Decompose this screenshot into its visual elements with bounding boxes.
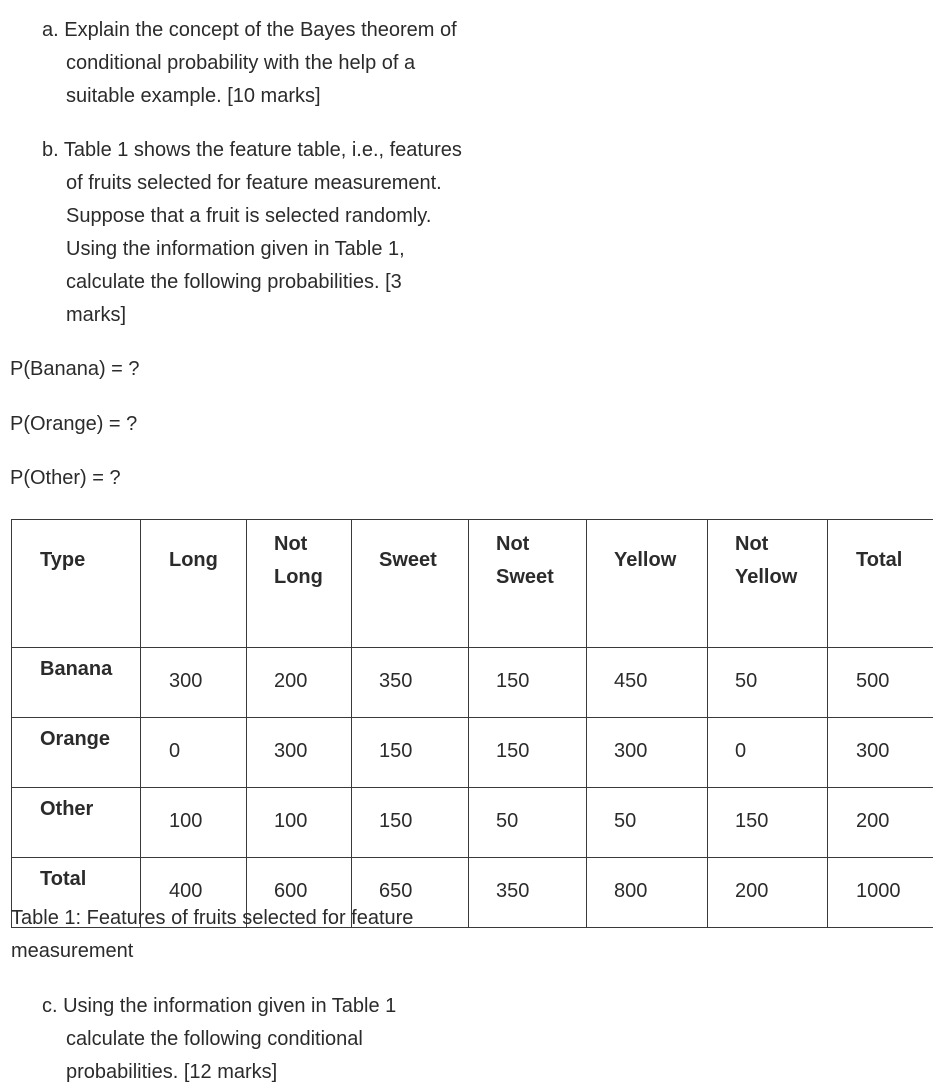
probability-other: P(Other) = ?: [10, 467, 121, 490]
header-type: Type: [12, 520, 141, 648]
cell-value: 150: [379, 788, 468, 833]
header-not-long: Not Long: [247, 520, 352, 648]
table-cell: [587, 788, 708, 858]
probability-banana: P(Banana) = ?: [10, 358, 140, 381]
row-type-label: Total: [40, 858, 140, 891]
row-type-cell: [12, 718, 141, 788]
question-b-line: calculate the following probabilities. [3: [42, 266, 512, 299]
cell-value: 300: [169, 648, 246, 693]
header-sweet: Sweet: [352, 520, 469, 648]
question-c-line: probabilities. [12 marks]: [42, 1056, 512, 1089]
table-row: [12, 648, 933, 718]
row-type-cell: [12, 648, 141, 718]
cell-value: 400: [169, 858, 246, 903]
table-cell: [141, 648, 247, 718]
cell-value: 500: [856, 648, 933, 693]
cell-value: 300: [856, 718, 933, 763]
question-b-line: marks]: [42, 299, 512, 332]
cell-value: 200: [856, 788, 933, 833]
header-total: Total: [828, 520, 933, 648]
caption-line: Table 1: Features of fruits selected for feature: [11, 902, 481, 935]
table-row: [12, 788, 933, 858]
cell-value: 50: [496, 788, 586, 833]
table-cell: [828, 858, 933, 928]
question-a-line: conditional probability with the help of a: [42, 47, 512, 80]
cell-value: 350: [496, 858, 586, 903]
table-cell: [828, 788, 933, 858]
cell-value: 50: [735, 648, 827, 693]
table-cell: [247, 718, 352, 788]
table-cell: [352, 718, 469, 788]
question-c-line: c. Using the information given in Table 1: [42, 990, 512, 1023]
cell-value: 150: [735, 788, 827, 833]
table-cell: [587, 858, 708, 928]
cell-value: 100: [274, 788, 351, 833]
question-c-line: calculate the following conditional: [42, 1023, 512, 1056]
caption-line: measurement: [11, 935, 481, 968]
cell-value: 650: [379, 858, 468, 903]
header-long: Long: [141, 520, 247, 648]
table-caption: [11, 902, 481, 968]
cell-value: 600: [274, 858, 351, 903]
question-a: [42, 14, 512, 113]
cell-value: 350: [379, 648, 468, 693]
cell-value: 150: [379, 718, 468, 763]
question-b-line: Suppose that a fruit is selected randomly.: [42, 200, 512, 233]
table-cell: [587, 648, 708, 718]
cell-value: 200: [274, 648, 351, 693]
table-cell: [828, 718, 933, 788]
question-c: [42, 990, 512, 1089]
table-cell: [708, 648, 828, 718]
table-row: [12, 718, 933, 788]
table-cell: [708, 718, 828, 788]
table-cell: [469, 648, 587, 718]
cell-value: 300: [274, 718, 351, 763]
cell-value: 0: [735, 718, 827, 763]
table-cell: [469, 788, 587, 858]
table-cell: [828, 648, 933, 718]
table-header-row: [12, 520, 933, 648]
header-yellow: Yellow: [587, 520, 708, 648]
table-cell: [587, 718, 708, 788]
cell-value: 150: [496, 648, 586, 693]
cell-value: 100: [169, 788, 246, 833]
probability-orange: P(Orange) = ?: [10, 413, 137, 436]
header-not-yellow: Not Yellow: [708, 520, 828, 648]
table-cell: [352, 788, 469, 858]
question-b-line: Using the information given in Table 1,: [42, 233, 512, 266]
table-cell: [247, 788, 352, 858]
cell-value: 50: [614, 788, 707, 833]
question-b-line: b. Table 1 shows the feature table, i.e., features: [42, 134, 512, 167]
cell-value: 300: [614, 718, 707, 763]
cell-value: 1000: [856, 858, 933, 903]
table-cell: [141, 718, 247, 788]
table-cell: [708, 788, 828, 858]
cell-value: 450: [614, 648, 707, 693]
question-a-line: suitable example. [10 marks]: [42, 80, 512, 113]
question-a-line: a. Explain the concept of the Bayes theorem of: [42, 14, 512, 47]
row-type-label: Banana: [40, 648, 140, 681]
table-cell: [469, 718, 587, 788]
cell-value: 0: [169, 718, 246, 763]
cell-value: 800: [614, 858, 707, 903]
table-cell: [352, 648, 469, 718]
question-b-line: of fruits selected for feature measurement.: [42, 167, 512, 200]
table-cell: [247, 648, 352, 718]
table-cell: [469, 858, 587, 928]
row-type-cell: [12, 788, 141, 858]
table-cell: [708, 858, 828, 928]
cell-value: 150: [496, 718, 586, 763]
row-type-label: Other: [40, 788, 140, 821]
header-not-sweet: Not Sweet: [469, 520, 587, 648]
row-type-label: Orange: [40, 718, 140, 751]
feature-table: [11, 519, 933, 928]
question-b: [42, 134, 512, 332]
table-cell: [141, 788, 247, 858]
cell-value: 200: [735, 858, 827, 903]
